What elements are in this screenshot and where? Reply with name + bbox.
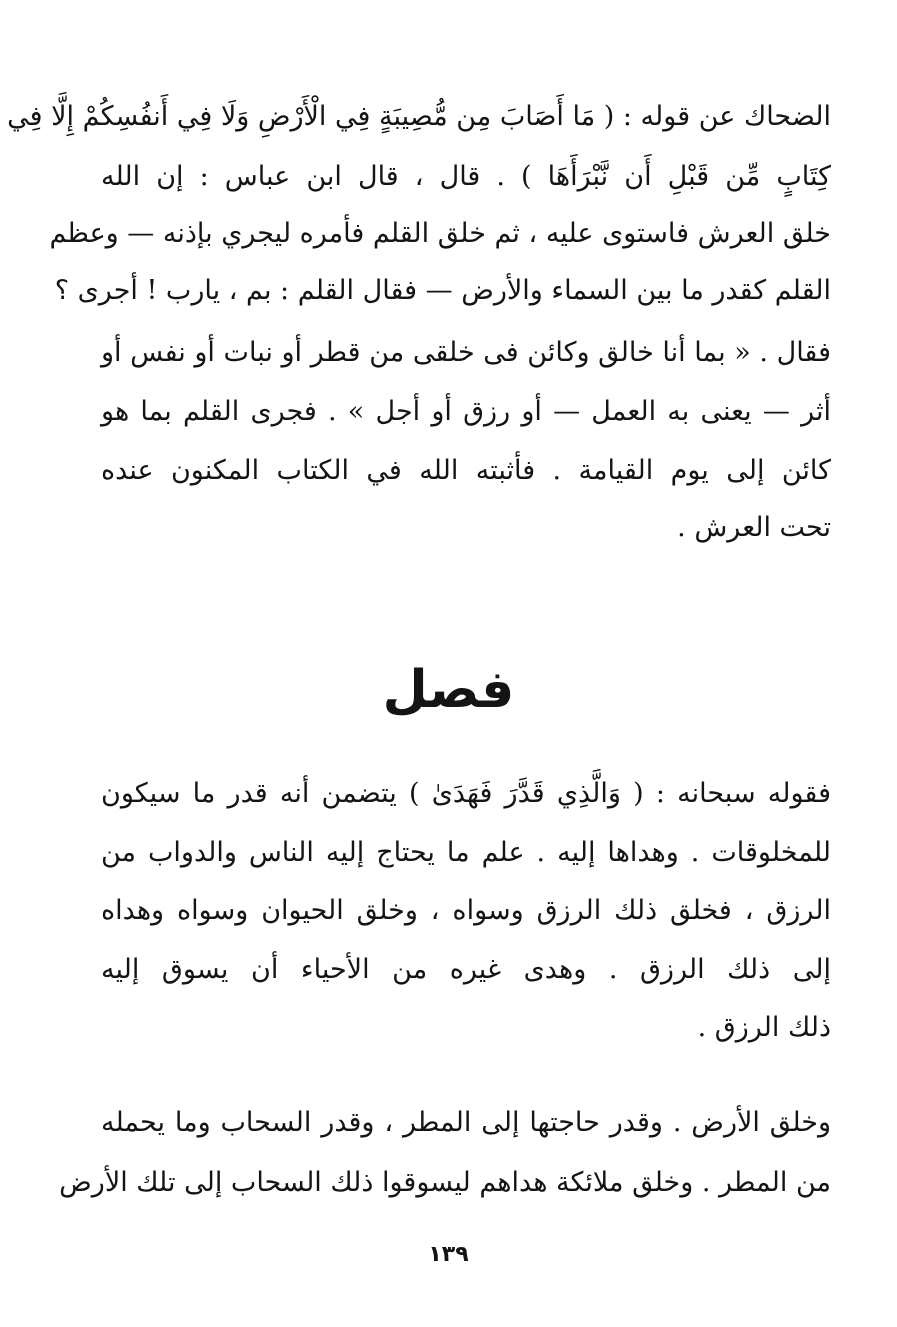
text-line: كِتَابٍ مِّن قَبْلِ أَن نَّبْرَأَهَا ) . قال ، قال ابن عباس : إن الله [101, 161, 831, 192]
text-line: إلى ذلك الرزق . وهدى غيره من الأحياء أن يسوق إليه [101, 954, 831, 985]
text-line: الضحاك عن قوله : ( مَا أَصَابَ مِن مُّصِيبَةٍ فِي الْأَرْضِ وَلَا فِي أَنفُسِكُمْ إِلَّا فِي [7, 101, 831, 132]
text-line: فقال . « بما أنا خالق وكائن فى خلقى من قطر أو نبات أو نفس أو [101, 337, 831, 368]
text-line: الرزق ، فخلق ذلك الرزق وسواه ، وخلق الحيوان وسواه وهداه [101, 895, 831, 926]
text-line: وخلق الأرض . وقدر حاجتها إلى المطر ، وقدر السحاب وما يحمله [101, 1107, 831, 1138]
text-line: كائن إلى يوم القيامة . فأثبته الله في الكتاب المكنون عنده [101, 455, 831, 486]
text-line: ذلك الرزق . [697, 1012, 831, 1043]
section-heading: فصل [382, 660, 515, 720]
text-line: خلق العرش فاستوى عليه ، ثم خلق القلم فأمره ليجري بإذنه — وعظم [49, 218, 831, 249]
text-line: تحت العرش . [677, 512, 831, 543]
text-line: فقوله سبحانه : ( وَالَّذِي قَدَّرَ فَهَدَىٰ ) يتضمن أنه قدر ما سيكون [101, 778, 831, 809]
page-number: ١٣٩ [428, 1242, 469, 1267]
text-line: القلم كقدر ما بين السماء والأرض — فقال القلم : بم ، يارب ! أجرى ؟ [54, 275, 831, 306]
text-line: أثر — يعنى به العمل — أو رزق أو أجل » . فجرى القلم بما هو [101, 396, 831, 427]
text-line: للمخلوقات . وهداها إليه . علم ما يحتاج إليه الناس والدواب من [101, 837, 831, 868]
text-line: من المطر . وخلق ملائكة هداهم ليسوقوا ذلك السحاب إلى تلك الأرض [59, 1167, 831, 1198]
